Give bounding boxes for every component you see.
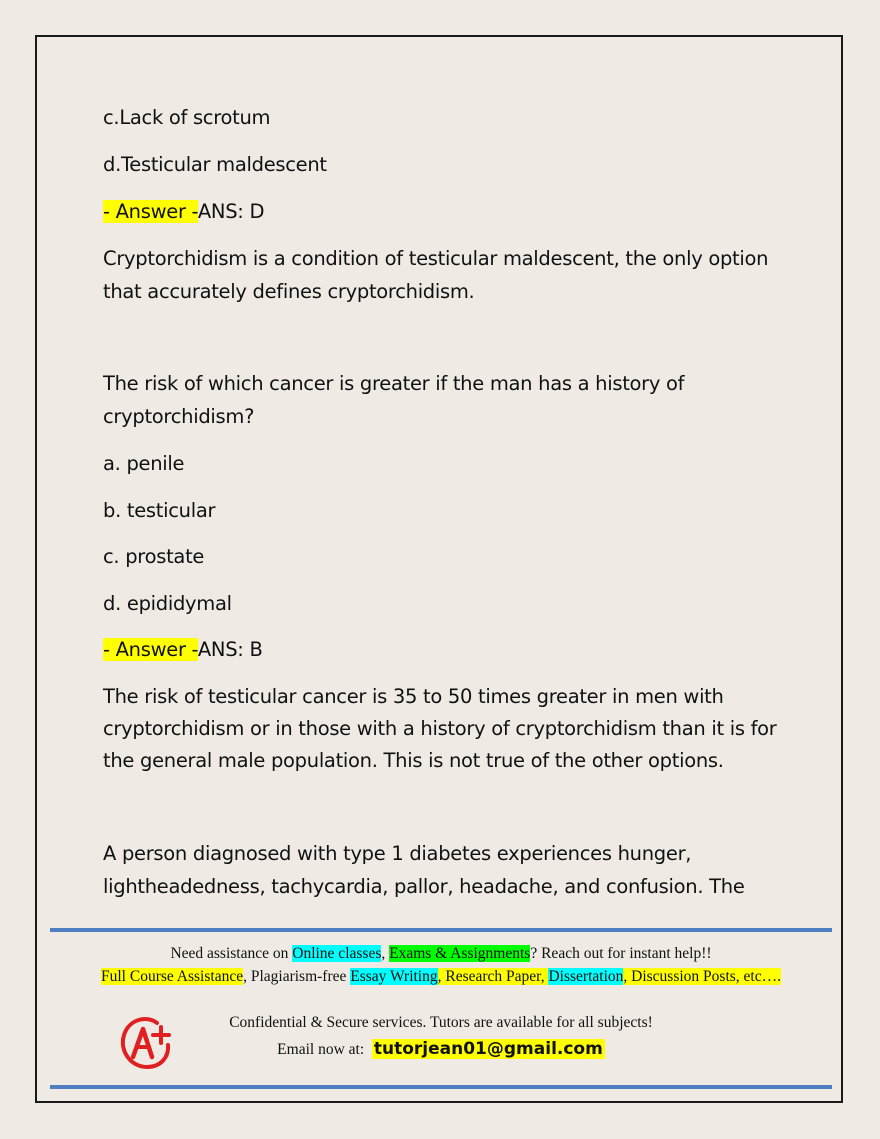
essay-writing-highlight: Essay Writing — [350, 968, 438, 985]
online-classes-highlight: Online classes — [292, 945, 382, 962]
answer-label: - Answer - — [103, 638, 198, 661]
question-line: lightheadedness, tachycardia, pallor, headache, and confusion. The — [103, 875, 745, 898]
option-c: c.Lack of scrotum — [103, 106, 271, 129]
option-d: d. epididymal — [103, 592, 232, 615]
answer-line: - Answer -ANS: B — [103, 638, 263, 661]
footer-line-3: Confidential & Secure services. Tutors are available for all subjects! — [229, 1014, 653, 1031]
option-c: c. prostate — [103, 545, 205, 568]
footer-bottom-rule — [50, 1085, 832, 1089]
footer-line-1: Need assistance on Online classes, Exams & Assignments? Reach out for instant help!! — [170, 945, 712, 962]
option-a: a. penile — [103, 452, 185, 475]
answer-label: - Answer - — [103, 200, 198, 223]
full-course-highlight: Full Course Assistance — [101, 968, 244, 985]
option-b: b. testicular — [103, 499, 216, 522]
option-d: d.Testicular maldescent — [103, 153, 327, 176]
answer-line: - Answer -ANS: D — [103, 200, 265, 223]
footer-top-rule — [50, 928, 832, 932]
question-line: The risk of which cancer is greater if the man has a history of — [103, 372, 685, 395]
rationale-line: The risk of testicular cancer is 35 to 50 times greater in men with — [103, 685, 724, 708]
footer-email-line: Email now at: tutorjean01@gmail.com — [277, 1039, 603, 1059]
rationale-line: the general male population. This is not true of the other options. — [103, 749, 724, 772]
email-address[interactable]: tutorjean01@gmail.com — [373, 1039, 603, 1059]
rationale-line: Cryptorchidism is a condition of testicular maldescent, the only option — [103, 247, 769, 270]
footer-line-2: Full Course Assistance, Plagiarism-free Essay Writing, Research Paper, Dissertation, Discussion Posts, etc…. — [101, 968, 781, 985]
rationale-line: that accurately defines cryptorchidism. — [103, 280, 475, 303]
question-line: cryptorchidism? — [103, 405, 255, 428]
rationale-line: cryptorchidism or in those with a history of cryptorchidism than it is for — [103, 717, 777, 740]
question-line: A person diagnosed with type 1 diabetes experiences hunger, — [103, 842, 692, 865]
dissertation-highlight: Dissertation — [548, 968, 624, 985]
exams-highlight: Exams & Assignments — [389, 945, 531, 962]
